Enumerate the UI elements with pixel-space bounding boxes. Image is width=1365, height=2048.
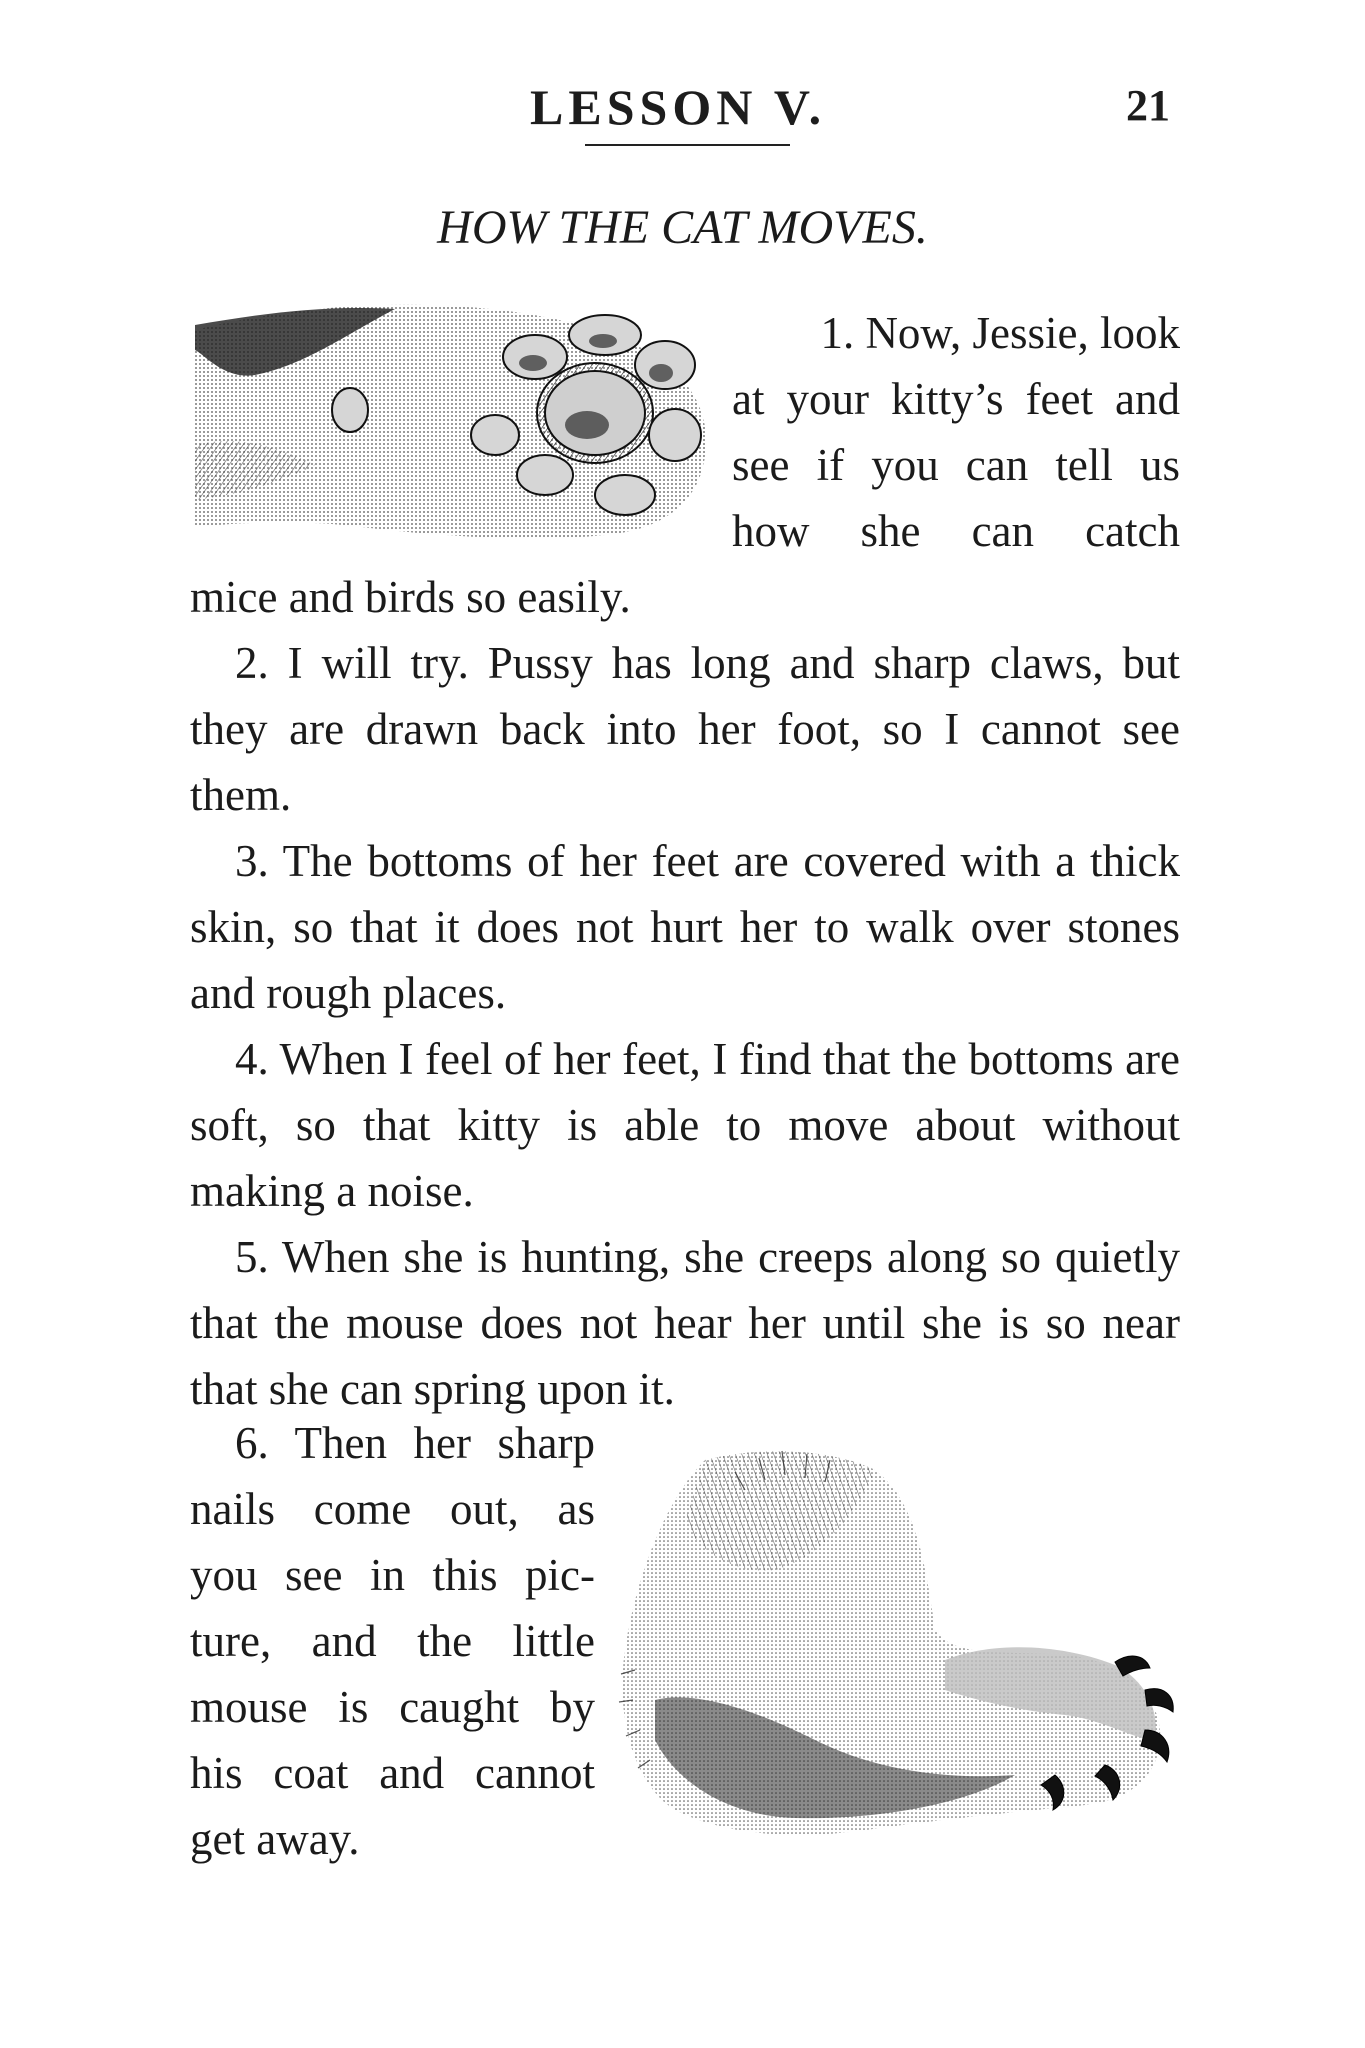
paragraph-1-line: how she can catch (732, 506, 1180, 556)
paragraph-1-line: see if you can tell us (732, 440, 1180, 490)
paw-claws-illustration (615, 1440, 1185, 1870)
paragraph-6-line: ture, and the little (190, 1616, 595, 1666)
heading-underline (585, 144, 790, 146)
paragraph-6-line: 6. Then her sharp (235, 1418, 595, 1468)
paragraph-4: 4. When I feel of her feet, I find that the bottoms are soft, so that kitty is able to move about without making a noise. (190, 1034, 1180, 1216)
main-text (190, 564, 1180, 1422)
paragraph-6-line: mouse is caught by (190, 1682, 595, 1732)
paragraph-3: 3. The bottoms of her feet are covered with a thick skin, so that it does not hurt her to walk over stones and rough places. (190, 836, 1180, 1018)
lesson-heading: LESSON V. (530, 79, 827, 135)
paragraph-6-line: his coat and cannot (190, 1748, 595, 1798)
paragraph-1-line: at your kitty’s feet and (732, 374, 1180, 424)
paragraph-5: 5. When she is hunting, she creeps along so quietly that the mouse does not hear her until she is so near that she can spring upon it. (190, 1232, 1180, 1414)
paragraph-1-wrapped (732, 300, 1180, 564)
paragraph-6-line: you see in this pic- (190, 1550, 595, 1600)
paragraph-6-line: nails come out, as (190, 1484, 595, 1534)
paw-pads-illustration (195, 295, 715, 545)
page-number: 21 (1126, 81, 1170, 130)
paragraph-1-line: 1. Now, Jessie, look (820, 308, 1180, 358)
paragraph-1-tail: mice and birds so easily. (190, 572, 631, 622)
paragraph-6-line: get away. (190, 1814, 360, 1864)
lesson-subtitle: HOW THE CAT MOVES. (437, 201, 928, 254)
paragraph-6-wrapped (190, 1410, 595, 1872)
paragraph-2: 2. I will try. Pussy has long and sharp claws, but they are drawn back into her foot, so I cannot see them. (190, 638, 1180, 820)
